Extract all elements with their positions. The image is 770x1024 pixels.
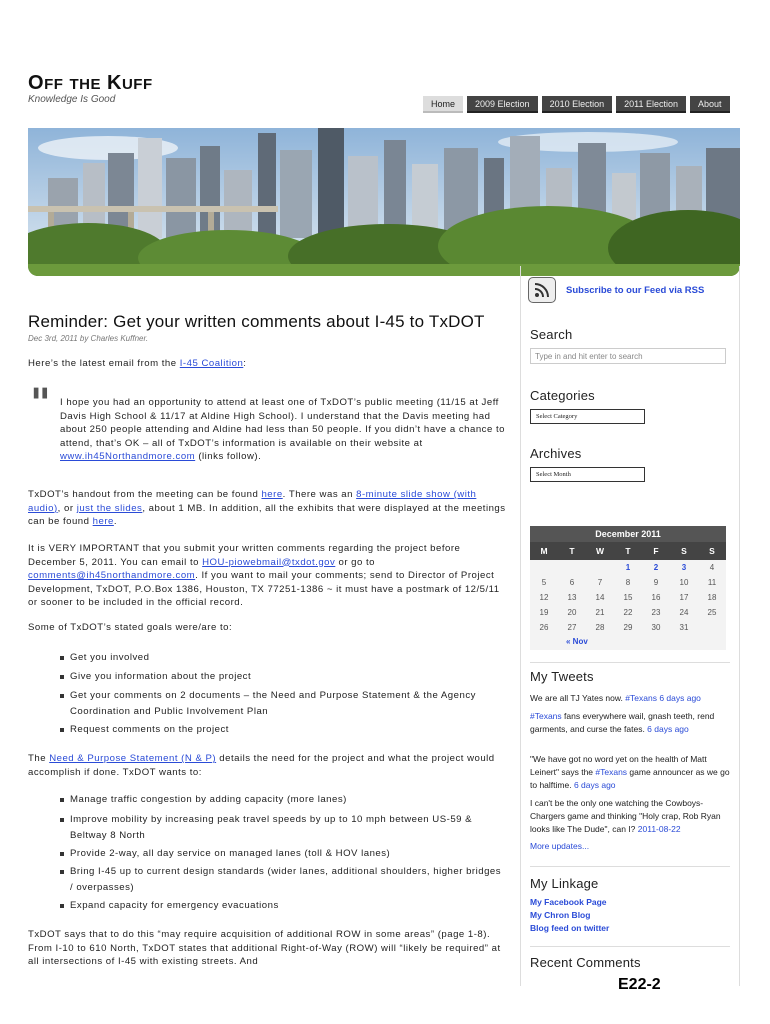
calendar-day: 26 (539, 623, 549, 632)
post (28, 312, 506, 343)
calendar-day: 5 (541, 578, 547, 587)
calendar-day[interactable]: 2 (653, 563, 659, 572)
calendar-day: 14 (595, 593, 605, 602)
nav-2010-election[interactable]: 2010 Election (542, 96, 613, 113)
quote-icon: " (30, 380, 51, 427)
calendar-day-header: S (698, 542, 726, 560)
page-code: E22-2 (618, 976, 661, 993)
handout-link[interactable]: here (261, 489, 283, 500)
nav-2011-election[interactable]: 2011 Election (616, 96, 686, 113)
post-meta: Dec 3rd, 2011 by Charles Kuffner. (28, 334, 149, 343)
slides-link[interactable]: just the slides (76, 502, 143, 514)
search-input[interactable]: Type in and hit enter to search (530, 348, 726, 364)
categories-select[interactable]: Select Category (530, 409, 645, 424)
calendar-day: 23 (651, 608, 661, 617)
list-item: Bring I-45 up to current design standards (wider lanes, additional shoulders, higher bridges / overpasses) (56, 864, 506, 896)
search-heading: Search (530, 327, 573, 342)
calendar-day (586, 560, 614, 575)
calendar-day: 9 (653, 578, 659, 587)
calendar (530, 526, 726, 650)
nav-about[interactable]: About (690, 96, 730, 113)
more-updates-link[interactable]: More updates... (530, 841, 590, 851)
list-item: Manage traffic congestion by adding capacity (more lanes) (56, 792, 506, 808)
post-intro: Here’s the latest email from the I-45 Coalition: (28, 358, 247, 369)
list-item: Improve mobility by increasing peak travel speeds by up to 10 mph between US-59 & Beltway 8 North (56, 812, 506, 844)
hashtag-link[interactable]: #Texans (625, 693, 657, 703)
linkage-heading: My Linkage (530, 876, 599, 891)
calendar-day-header: M (530, 542, 558, 560)
tweet-item: #Texans fans everywhere wail, gnash teeth, rend garments, and curse the fates. 6 days ago (530, 711, 715, 734)
categories-heading: Categories (530, 388, 595, 403)
list-item: Give you information about the project (56, 669, 506, 685)
twitter-feed-link[interactable]: Blog feed on twitter (530, 923, 610, 933)
calendar-day: 30 (651, 623, 661, 632)
tweet-time-link[interactable]: 2011-08-22 (635, 824, 681, 834)
archives-heading: Archives (530, 446, 582, 461)
calendar-title: December 2011 (530, 526, 726, 542)
tweet-item: "We have got no word yet on the health of Matt Leinert" says the #Texans game announcer as we go to halftime. 6 days ago (530, 754, 730, 790)
calendar-day[interactable]: 3 (681, 563, 687, 572)
list-item: Provide 2-way, all day service on managed lanes (toll & HOV lanes) (56, 846, 506, 862)
list-item: Get your comments on 2 documents – the Need and Purpose Statement & the Agency Coordination and Public Involvement Plan (56, 688, 506, 720)
paragraph-comments: It is VERY IMPORTANT that you submit your written comments regarding the project before December 5, 2011. You can email to HOU-piowebmail@txdot.gov or go to comments@ih45northandmore.com. If you want to mail your comments; send to Director of Project Development, TxDOT, P.O.Box 1386, Houston, TX 77251-1386 ~ it must have a postmark of 12/5/11 or sooner to be included in the official record. (28, 543, 500, 608)
calendar-day: 11 (707, 578, 717, 587)
tweet-time-link[interactable]: 6 days ago (656, 693, 701, 703)
calendar-day: 7 (597, 578, 603, 587)
archives-select[interactable]: Select Month (530, 467, 645, 482)
paragraph-handout: TxDOT’s handout from the meeting can be found here. There was an 8-minute slide show (with audio), or just the slides, about 1 MB. In addition, all the exhibits that were displayed at the meetings can be found here. (28, 489, 506, 527)
calendar-day: 22 (623, 608, 633, 617)
calendar-day: 28 (595, 623, 605, 632)
header-skyline-image (28, 128, 740, 276)
rss-icon[interactable] (528, 277, 556, 303)
calendar-day: 13 (567, 593, 577, 602)
calendar-day: 6 (569, 578, 575, 587)
linkage-list (530, 896, 730, 935)
list-item: Get you involved (56, 650, 506, 666)
calendar-day: 18 (707, 593, 717, 602)
calendar-day: 10 (679, 578, 689, 587)
paragraph-goals-intro: Some of TxDOT’s stated goals were/are to: (28, 622, 233, 633)
calendar-day: 15 (623, 593, 633, 602)
calendar-day: 27 (567, 623, 577, 632)
calendar-day-header: T (558, 542, 586, 560)
calendar-day-header: S (670, 542, 698, 560)
calendar-day (558, 560, 586, 575)
blockquote: I hope you had an opportunity to attend at least one of TxDOT’s public meeting (11/15 at Jeff Davis High School & 11/17 at Aldine High School). I understand that the Davis meeting had about 250 people attending and Aldine had less than 50 people. If you didn’t have a chance to attend, that’s OK – all of TxDOT’s information is available on their website at www.ih45Northandmore.com (links follow). (60, 397, 505, 462)
paragraph-need-purpose: The Need & Purpose Statement (N & P) details the need for the project and what the project would accomplish if done. TxDOT wants to: (28, 753, 495, 778)
calendar-day: 20 (567, 608, 577, 617)
nav-home[interactable]: Home (423, 96, 463, 113)
hashtag-link[interactable]: #Texans (595, 767, 628, 777)
i45-coalition-link[interactable]: I-45 Coalition (179, 358, 244, 369)
calendar-day: 21 (595, 608, 605, 617)
calendar-prev-month[interactable]: « Nov (530, 635, 726, 650)
need-purpose-link[interactable]: Need & Purpose Statement (N & P) (49, 753, 217, 764)
site-tagline: Knowledge Is Good (28, 94, 116, 105)
tweet-item: I can't be the only one watching the Cowboys-Chargers game and thinking "Holy crap, Rob Ryan looks like The Dude", can I? 2011-08-22 (530, 798, 721, 834)
ih45-website-link[interactable]: www.ih45Northandmore.com (60, 451, 196, 462)
calendar-day (698, 620, 726, 635)
txdot-email-link[interactable]: HOU-piowebmail@txdot.gov (202, 556, 336, 568)
calendar-day: 29 (623, 623, 633, 632)
recent-comments-heading: Recent Comments (530, 955, 641, 970)
tweet-time-link[interactable]: 6 days ago (571, 780, 616, 790)
calendar-day: 17 (679, 593, 689, 602)
calendar-day: 25 (707, 608, 717, 617)
tweet-time-link[interactable]: 6 days ago (644, 724, 689, 734)
calendar-day: 24 (679, 608, 689, 617)
rss-subscribe[interactable] (528, 276, 740, 304)
comments-email-link[interactable]: comments@ih45northandmore.com (28, 570, 196, 581)
slide-show-link[interactable]: 8-minute slide show (with audio) (28, 489, 477, 514)
calendar-day: 31 (679, 623, 689, 632)
calendar-day: 16 (651, 593, 661, 602)
chron-blog-link[interactable]: My Chron Blog (530, 910, 591, 920)
calendar-day-header: W (586, 542, 614, 560)
nav-2009-election[interactable]: 2009 Election (467, 96, 538, 113)
calendar-day-header: T (614, 542, 642, 560)
calendar-day-header: F (642, 542, 670, 560)
calendar-day: 19 (539, 608, 549, 617)
main-nav (423, 96, 730, 113)
hashtag-link[interactable]: #Texans (530, 711, 562, 721)
site-title[interactable]: OFF THE KUFF (28, 72, 153, 94)
tweets-heading: My Tweets (530, 669, 594, 684)
calendar-day: 4 (709, 563, 715, 572)
wants-list (56, 792, 506, 914)
list-item: Expand capacity for emergency evacuations (56, 898, 506, 914)
rss-subscribe-link[interactable]: Subscribe to our Feed via RSS (566, 284, 705, 296)
exhibits-link[interactable]: here (92, 516, 114, 527)
facebook-page-link[interactable]: My Facebook Page (530, 897, 607, 907)
tweet-item: We are all TJ Yates now. #Texans 6 days ago (530, 693, 701, 703)
calendar-day (530, 560, 558, 575)
post-title[interactable]: Reminder: Get your written comments about I-45 to TxDOT (28, 312, 485, 331)
list-item: Request comments on the project (56, 722, 506, 738)
goals-list (56, 650, 506, 738)
calendar-day[interactable]: 1 (625, 563, 631, 572)
paragraph-row: TxDOT says that to do this “may require acquisition of additional ROW in some areas” (page 1-8). From I-10 to 610 North, TxDOT states that additional Right-of-Way (ROW) will “likely be required” at all intersections of I-45 with existing streets. And (28, 929, 501, 967)
calendar-day: 8 (625, 578, 631, 587)
calendar-day: 12 (539, 593, 549, 602)
